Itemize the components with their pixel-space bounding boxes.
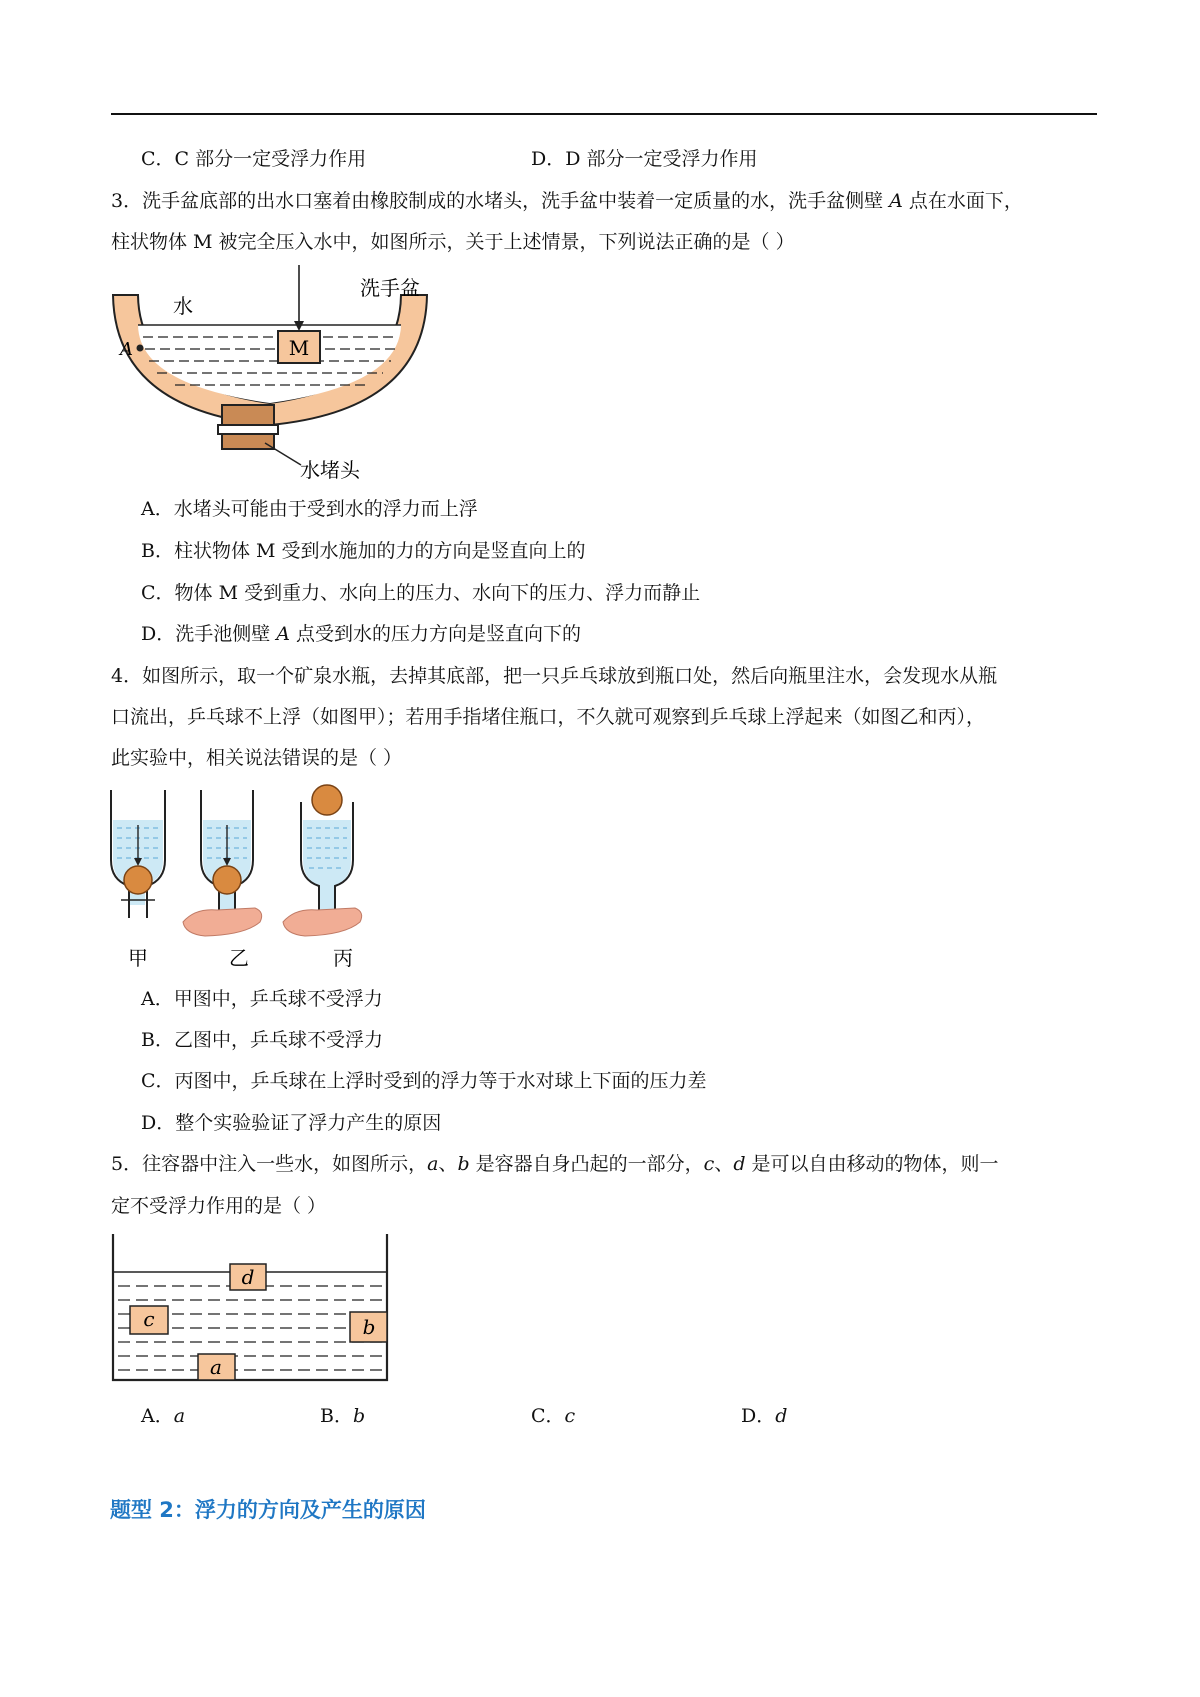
q5-option-b-value: b bbox=[352, 1405, 366, 1427]
q5-option-c[interactable] bbox=[531, 1403, 575, 1429]
q3-stem-text-end: 点在水面下， bbox=[902, 190, 1023, 212]
bottle-bing bbox=[283, 785, 362, 936]
q4-option-b[interactable]: B．乙图中，乒乓球不受浮力 bbox=[141, 1029, 383, 1051]
q5-container-figure bbox=[110, 1234, 390, 1384]
q5-sep: 、 bbox=[438, 1153, 458, 1175]
q3-option-d-text: D．洗手池侧壁 bbox=[141, 623, 277, 645]
q5-var-b: b bbox=[457, 1153, 470, 1175]
q5-var-d: d bbox=[733, 1153, 746, 1175]
header-rule bbox=[111, 113, 1097, 115]
label-plug: 水堵头 bbox=[300, 458, 360, 482]
ball-yi bbox=[213, 866, 241, 894]
q3-stem-line1 bbox=[111, 188, 1023, 214]
q5-option-a-prefix: A． bbox=[141, 1405, 174, 1427]
q3-option-b[interactable]: B．柱状物体 M 受到水施加的力的方向是竖直向上的 bbox=[141, 540, 586, 562]
q5-option-c-prefix: C． bbox=[531, 1405, 565, 1427]
q4-stem-line2: 口流出，乒乓球不上浮（如图甲）；若用手指堵住瓶口，不久就可观察到乒乓球上浮起来（如图乙和丙）， bbox=[111, 706, 986, 728]
q3-stem-line2: 柱状物体 M 被完全压入水中，如图所示，关于上述情景，下列说法正确的是（ ） bbox=[111, 231, 795, 253]
q3-option-d-var: A bbox=[276, 623, 291, 645]
q3-option-d-text-end: 点受到水的压力方向是竖直向下的 bbox=[290, 623, 582, 645]
q5-var-c: c bbox=[703, 1153, 715, 1175]
q3-stem-text: 3．洗手盆底部的出水口塞着由橡胶制成的水堵头，洗手盆中装着一定质量的水，洗手盆侧壁 bbox=[111, 190, 890, 212]
label-a-block: a bbox=[210, 1355, 222, 1379]
label-c: c bbox=[143, 1307, 155, 1331]
label-jia: 甲 bbox=[128, 946, 148, 970]
q3-option-c[interactable]: C．物体 M 受到重力、水向上的压力、水向下的压力、浮力而静止 bbox=[141, 582, 701, 604]
q4-stem-line1: 4．如图所示，取一个矿泉水瓶，去掉其底部，把一只乒乓球放到瓶口处，然后向瓶里注水，会发现水从瓶 bbox=[111, 665, 998, 687]
prev-option-d: D．D 部分一定受浮力作用 bbox=[531, 148, 758, 170]
q5-stem-line1 bbox=[111, 1151, 999, 1177]
q5-stem-line2: 定不受浮力作用的是（ ） bbox=[111, 1195, 327, 1217]
label-yi: 乙 bbox=[229, 946, 249, 970]
q5-option-d-prefix: D． bbox=[741, 1405, 776, 1427]
label-b: b bbox=[362, 1315, 376, 1339]
q3-option-d[interactable] bbox=[141, 621, 581, 647]
water-plug-band bbox=[218, 425, 278, 434]
hand-bing bbox=[283, 908, 362, 936]
prev-option-c: C．C 部分一定受浮力作用 bbox=[141, 148, 367, 170]
q4-option-a[interactable]: A．甲图中，乒乓球不受浮力 bbox=[141, 988, 383, 1010]
q5-sep2: 、 bbox=[714, 1153, 734, 1175]
bottle-jia bbox=[111, 790, 165, 918]
q4-option-d[interactable]: D．整个实验验证了浮力产生的原因 bbox=[141, 1112, 442, 1134]
water-plug-bottom bbox=[222, 434, 274, 449]
q5-var-a: a bbox=[427, 1153, 439, 1175]
q4-stem-line3: 此实验中，相关说法错误的是（ ） bbox=[111, 747, 403, 769]
q4-option-c[interactable]: C．丙图中，乒乓球在上浮时受到的浮力等于水对球上下面的压力差 bbox=[141, 1070, 707, 1092]
label-d: d bbox=[241, 1265, 255, 1289]
water-plug-top bbox=[222, 405, 274, 427]
q5-option-b-prefix: B． bbox=[320, 1405, 353, 1427]
q5-option-d-value: d bbox=[775, 1405, 788, 1427]
q5-option-a[interactable] bbox=[141, 1403, 185, 1429]
q3-stem-var-a: A bbox=[889, 190, 903, 212]
q5-stem-end: 是可以自由移动的物体，则一 bbox=[745, 1153, 999, 1175]
hand-yi bbox=[183, 908, 262, 936]
label-water: 水 bbox=[173, 294, 193, 318]
ball-bing bbox=[312, 785, 342, 815]
label-bing: 丙 bbox=[333, 946, 353, 970]
q5-option-a-value: a bbox=[173, 1405, 186, 1427]
q5-stem-mid: 是容器自身凸起的一部分， bbox=[469, 1153, 704, 1175]
q5-option-c-value: c bbox=[564, 1405, 576, 1427]
q3-basin-figure bbox=[105, 265, 435, 485]
q5-option-b[interactable] bbox=[320, 1403, 365, 1429]
label-m: M bbox=[288, 336, 310, 360]
label-a: A bbox=[120, 339, 133, 360]
section-heading: 题型 2：浮力的方向及产生的原因 bbox=[110, 1498, 426, 1522]
label-basin: 洗手盆 bbox=[360, 276, 420, 300]
q5-option-d[interactable] bbox=[741, 1403, 787, 1429]
q5-stem-text: 5．往容器中注入一些水，如图所示， bbox=[111, 1153, 428, 1175]
q4-bottle-figure bbox=[105, 780, 405, 970]
point-a bbox=[137, 345, 144, 352]
bottle-yi bbox=[183, 790, 262, 936]
ball-jia bbox=[124, 866, 152, 894]
q3-option-a[interactable]: A．水堵头可能由于受到水的浮力而上浮 bbox=[141, 498, 478, 520]
